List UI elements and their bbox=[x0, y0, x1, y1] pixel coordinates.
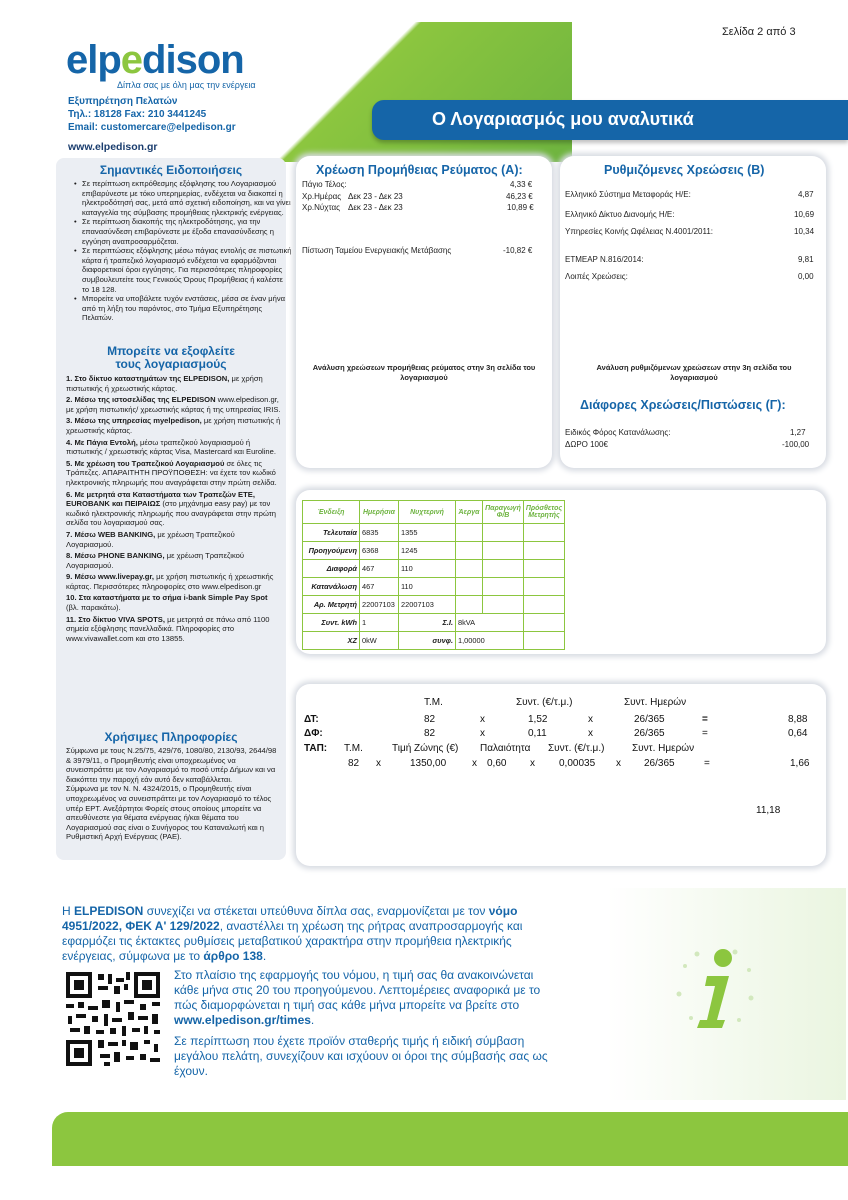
supply-amount: 4,33 € bbox=[510, 180, 533, 189]
dt-days: 26/365 bbox=[634, 714, 665, 725]
regulated-amount: 0,00 bbox=[798, 272, 814, 281]
df-total: 0,64 bbox=[788, 728, 808, 739]
regulated-amount: 10,34 bbox=[794, 227, 815, 236]
empty-cell bbox=[456, 560, 483, 578]
empty-cell bbox=[483, 524, 524, 542]
calc-header: Συντ. Ημερών bbox=[624, 697, 687, 708]
regulated-amount: 4,87 bbox=[798, 190, 814, 199]
empty-cell bbox=[524, 578, 565, 596]
supply-period: Δεκ 23 - Δεκ 23 bbox=[348, 203, 403, 212]
row-label: ΧΖ bbox=[303, 632, 360, 650]
equals-sign: = bbox=[702, 714, 708, 725]
tap-tm: 82 bbox=[348, 758, 360, 769]
supply-amount: 10,89 € bbox=[507, 203, 534, 212]
contact-phone: Τηλ.: 18128 Fax: 210 3441245 bbox=[68, 109, 207, 120]
power-factor: 1,00000 bbox=[456, 632, 524, 650]
notice-item: • Σε περίπτωση διακοπής της ηλεκτροδότησης, για την επανασύνδεση επιβαρύνεστε με έξοδα επανασύνδεσης η εγγύηση αναπροσαρμόζεται. bbox=[82, 217, 292, 246]
supply-charges-title: Χρέωση Προμήθειας Ρεύματος (Α): bbox=[316, 163, 523, 177]
times-sign: x bbox=[376, 758, 381, 769]
payment-title: Μπορείτε να εξοφλείτε τους λογαριασμούς bbox=[107, 344, 235, 371]
empty-cell bbox=[456, 542, 483, 560]
xz-value: 0kW bbox=[360, 632, 399, 650]
calc-header: Τ.Μ. bbox=[424, 697, 443, 708]
page-title-bar bbox=[372, 100, 848, 140]
empty-cell bbox=[524, 596, 565, 614]
table-row bbox=[303, 524, 565, 542]
regulated-analysis-note: Ανάλυση ρυθμιζόμενων χρεώσεων στην 3η σελίδα του λογαριασμού bbox=[596, 363, 792, 382]
regulated-amount: 9,81 bbox=[798, 255, 814, 264]
tap-header: Τ.Μ. bbox=[344, 743, 363, 754]
table-row bbox=[303, 542, 565, 560]
row-label: Αρ. Μετρητή bbox=[303, 596, 360, 614]
supply-capacity: 8kVA bbox=[456, 614, 524, 632]
empty-cell bbox=[524, 614, 565, 632]
regulated-amount: 10,69 bbox=[794, 210, 815, 219]
empty-cell bbox=[456, 596, 483, 614]
day-reading: 467 bbox=[360, 560, 399, 578]
notice-item: • Σε περιπτώσεις εξόφλησης μέσω πάγιας εντολής σε πιστωτική κάρτα ή τραπεζικό λογαριασμό ενδέχεται να εφαρμόζονται διαφορετικοί όροι εγγύησης. Για περισσότερες πληροφορίες συμβουλευτείτε τους Γενικούς Όρους Προμήθειας ή καλέστε το 18 128. bbox=[82, 246, 292, 294]
times-sign: x bbox=[472, 758, 477, 769]
night-meter-no: 22007103 bbox=[399, 596, 456, 614]
law-price-paragraph: Στο πλαίσιο της εφαρμογής του νόμου, η τιμή σας θα ανακοινώνεται κάθε μήνα στις 20 του προηγούμενου. Λεπτομέρειες αναφορικά με το πώς διαμορφώνεται η τιμή σας κάθε μήνα μπορείτε να βρείτε στο www.elpedison.gr/times. bbox=[174, 968, 541, 1027]
empty-cell bbox=[524, 542, 565, 560]
logo-slogan: Δίπλα σας με όλη μας την ενέργεια bbox=[117, 80, 256, 90]
df-coef: 0,11 bbox=[528, 728, 547, 739]
dt-total: 8,88 bbox=[788, 714, 808, 725]
supply-label: Πάγιο Τέλος: bbox=[302, 180, 347, 189]
day-meter-no: 22007103 bbox=[360, 596, 399, 614]
useful-info bbox=[66, 746, 280, 842]
elpedison-logo: elpedison bbox=[66, 38, 244, 82]
supply-period: Δεκ 23 - Δεκ 23 bbox=[348, 192, 403, 201]
times-sign: x bbox=[616, 758, 621, 769]
supply-analysis-note: Ανάλυση χρεώσεων προμήθειας ρεύματος στην 3η σελίδα του λογαριασμού bbox=[312, 363, 536, 382]
night-reading: 110 bbox=[399, 578, 456, 596]
page-title: Ο Λογαριασμός μου αναλυτικά bbox=[432, 109, 694, 129]
tem-credit-label: Πίστωση Ταμείου Ενεργειακής Μετάβασης bbox=[302, 246, 452, 255]
tap-days: 26/365 bbox=[644, 758, 675, 769]
day-reading: 467 bbox=[360, 578, 399, 596]
tap-zone-price: 1350,00 bbox=[410, 758, 447, 769]
column-header: Άεργα bbox=[456, 501, 483, 524]
notice-item: • Σε περίπτωση εκπρόθεσμης εξόφλησης του Λογαριασμού επιβαρύνεστε με τόκο υπερημερίας, ενδέχεται να διακοπεί η ηλεκτροδότησή σας, μετά από σχετική ειδοποίηση, και να γίνει καταγγελία της σύμβασης προμήθειας ηλεκτρικής ενέργειας. bbox=[82, 179, 292, 217]
payment-method: 11. Στο δίκτυο VIVA SPOTS, με μετρητά σε πάνω από 1100 σημεία εξόφλησης πανελλαδικά. Πληροφορίες στο www.vivawallet.com και στο 13855. bbox=[66, 614, 270, 643]
row-label: Προηγούμενη bbox=[303, 542, 360, 560]
empty-cell bbox=[483, 542, 524, 560]
df-days: 26/365 bbox=[634, 728, 665, 739]
meter-readings-table bbox=[302, 500, 565, 650]
useful-paragraph: Σύμφωνα με τους Ν.25/75, 429/76, 1080/80, 2130/93, 2644/98 & 3979/11, ο Προμηθευτής είναι υποχρεωμένος να συνεισπράττει με τον Λογαριασμό το ποσό υπέρ Δήμων και να διακόπτει την παροχή εάν αυτό δεν καταβάλλεται. bbox=[66, 746, 277, 784]
notices-title: Σημαντικές Ειδοποιήσεις bbox=[99, 163, 243, 177]
column-header: Ένδειξη bbox=[303, 501, 360, 524]
empty-cell bbox=[524, 632, 565, 650]
table-row bbox=[303, 578, 565, 596]
other-label: ΔΩΡΟ 100€ bbox=[565, 440, 608, 449]
row-label: Διαφορά bbox=[303, 560, 360, 578]
page-number: Σελίδα 2 από 3 bbox=[722, 26, 796, 38]
regulated-label: Ελληνικό Σύστημα Μεταφοράς Η/Ε: bbox=[565, 190, 691, 199]
law-info-paragraph: Η ELPEDISON συνεχίζει να στέκεται υπεύθυνα δίπλα σας, εναρμονίζεται με τον νόμο 4951/2022, ΦΕΚ Α' 129/2022, αναστέλλει τη χρέωση της ρήτρας αναπροσαρμογής και εφαρμόζει τις έκτακτες ρυθμίσεις μεταβατικού χαρακτήρα στην προμήθεια ηλεκτρικής ενέργειας, σύμφωνα με το άρθρο 138. bbox=[62, 904, 523, 963]
empty-cell bbox=[483, 560, 524, 578]
times-sign: x bbox=[588, 728, 593, 739]
kwh-factor: 1 bbox=[360, 614, 399, 632]
tap-header: Συντ. Ημερών bbox=[632, 743, 695, 754]
payment-method: 9. Μέσω www.livepay.gr, με χρήση πιστωτικής ή χρεωστικής κάρτας. Περισσότερες πληροφορίες στο www.elpedison.gr bbox=[66, 572, 274, 591]
dt-label: ΔΤ: bbox=[304, 714, 319, 725]
times-link[interactable]: www.elpedison.gr/times bbox=[174, 1013, 311, 1027]
payment-method: 4. Με Πάγια Εντολή, μέσω τραπεζικού λογαριασμού ή πιστωτικής / χρεωστικής κάρτας Visa, Mastercard και Euroline. bbox=[66, 437, 276, 457]
payment-method: 6. Με μετρητά στα Καταστήματα των Τραπεζών ΕΤΕ, EUROBANK και ΠΕΙΡΑΙΩΣ (στο μηχάνημα easy pay) με τον κωδικό ηλεκτρονικής πληρωμής που αναγράφεται στην πρώτη σελίδα του λογαριασμού σας. bbox=[66, 489, 276, 528]
payment-method: 1. Στο δίκτυο καταστημάτων της ELPEDISON, με χρήση πιστωτικής ή χρεωστικής κάρτας. bbox=[66, 374, 263, 393]
table-header-row bbox=[303, 501, 565, 524]
supply-amount: 46,23 € bbox=[506, 192, 533, 201]
regulated-charges-panel bbox=[560, 156, 826, 468]
tem-credit-amount: -10,82 € bbox=[503, 246, 533, 255]
payment-method: 8. Μέσω PHONE BANKING, με χρέωση Τραπεζικού Λογαριασμού. bbox=[66, 551, 245, 570]
municipal-charges-panel bbox=[296, 684, 826, 866]
times-sign: x bbox=[588, 714, 593, 725]
other-label: Ειδικός Φόρος Κατανάλωσης: bbox=[565, 428, 671, 437]
empty-cell bbox=[524, 524, 565, 542]
website-link[interactable]: www.elpedison.gr bbox=[68, 141, 158, 153]
notices-list bbox=[72, 179, 292, 323]
equals-sign: = bbox=[702, 728, 708, 739]
row-label: συνφ. bbox=[399, 632, 456, 650]
payment-method: 2. Μέσω της ιστοσελίδας της ELPEDISON www.elpedison.gr, με χρήση πιστωτικής/ χρεωστικής κάρτας ή της υπηρεσίας IRIS. bbox=[66, 395, 281, 414]
empty-cell bbox=[456, 524, 483, 542]
table-row bbox=[303, 560, 565, 578]
row-label: Κατανάλωση bbox=[303, 578, 360, 596]
column-header: Ημερήσια bbox=[360, 501, 399, 524]
useful-title: Χρήσιμες Πληροφορίες bbox=[104, 730, 238, 744]
column-header: Παραγωγή Φ/Β bbox=[483, 501, 524, 524]
tap-header: Τιμή Ζώνης (€) bbox=[392, 743, 459, 754]
day-reading: 6368 bbox=[360, 542, 399, 560]
info-icon bbox=[665, 936, 765, 1036]
contact-email[interactable]: Email: customercare@elpedison.gr bbox=[68, 122, 236, 133]
footer-green-band bbox=[52, 1112, 848, 1166]
empty-cell bbox=[483, 578, 524, 596]
regulated-label: Υπηρεσίες Κοινής Ωφέλειας Ν.4001/2011: bbox=[565, 227, 713, 236]
row-label: Σ.Ι. bbox=[399, 614, 456, 632]
qr-code-icon[interactable] bbox=[64, 970, 162, 1068]
column-header: Νυχτερινή bbox=[399, 501, 456, 524]
supply-label: Χρ.Ημέρας bbox=[302, 192, 342, 201]
payment-method: 3. Μέσω της υπηρεσίας myelpedison, με χρήση πιστωτικής ή χρεωστικής κάρτας. bbox=[66, 416, 281, 435]
useful-paragraph: Σύμφωνα με τον Ν. Ν. 4324/2015, ο Προμηθευτής είναι υποχρεωμένος να συνεισπράττει με τον Λογαριασμό το τέλος υπέρ ΕΡΤ. Ανεξάρτητοι Φορείς στους οποίους μπορείτε να απευθύνεστε για θέματα ενέργειας ή/και θέματα του Λογαριασμού σας είναι ο Συνήγορος του Καταναλωτή και η Ρυθμιστική Αρχή Ενέργειας (ΡΑΕ). bbox=[66, 784, 272, 842]
times-sign: x bbox=[480, 728, 485, 739]
table-row bbox=[303, 614, 565, 632]
day-reading: 6835 bbox=[360, 524, 399, 542]
equals-sign: = bbox=[704, 758, 710, 769]
df-label: ΔΦ: bbox=[304, 728, 323, 739]
night-reading: 110 bbox=[399, 560, 456, 578]
dt-tm: 82 bbox=[424, 714, 436, 725]
table-row bbox=[303, 596, 565, 614]
municipal-sum: 11,18 bbox=[756, 805, 781, 816]
tap-header: Παλαιότητα bbox=[480, 743, 531, 754]
row-label: Τελευταία bbox=[303, 524, 360, 542]
other-amount: 1,27 bbox=[790, 428, 806, 437]
calc-header: Συντ. (€/τ.μ.) bbox=[516, 697, 573, 708]
other-charges-title: Διάφορες Χρεώσεις/Πιστώσεις (Γ): bbox=[580, 398, 786, 412]
night-reading: 1245 bbox=[399, 542, 456, 560]
contact-title: Εξυπηρέτηση Πελατών bbox=[68, 96, 178, 107]
empty-cell bbox=[483, 596, 524, 614]
tap-age: 0,60 bbox=[487, 758, 507, 769]
regulated-label: ΕΤΜΕΑΡ Ν.816/2014: bbox=[565, 255, 644, 264]
payment-method: 5. Με χρέωση του Τραπεζικού Λογαριασμού σε όλες τις Τράπεζες. ΑΠΑΡΑΙΤΗΤΗ ΠΡΟΫΠΟΘΕΣΗ: να έχετε τον κωδικό ηλεκτρονικής πληρωμής που αναγράφεται στην πρώτη σελίδα. bbox=[66, 458, 277, 487]
regulated-charges-title: Ρυθμιζόμενες Χρεώσεις (Β) bbox=[604, 163, 765, 177]
payment-methods-list bbox=[66, 374, 282, 645]
tap-label: ΤΑΠ: bbox=[304, 743, 328, 754]
fixed-price-paragraph: Σε περίπτωση που έχετε προϊόν σταθερής τιμής ή ειδική σύμβαση μεγάλου πελάτη, συνεχίζουν και ισχύουν οι όροι της σύμβασής σας ως έχουν. bbox=[174, 1034, 548, 1078]
df-tm: 82 bbox=[424, 728, 436, 739]
supply-label: Χρ.Νύχτας bbox=[302, 203, 340, 212]
payment-method: 10. Στα καταστήματα με το σήμα i-bank Simple Pay Spot (βλ. παρακάτω). bbox=[66, 593, 268, 613]
payment-method: 7. Μέσω WEB BANKING, με χρέωση Τραπεζικού Λογαριασμού. bbox=[66, 529, 235, 549]
dt-coef: 1,52 bbox=[528, 714, 548, 725]
tap-header: Συντ. (€/τ.μ.) bbox=[548, 743, 605, 754]
customer-contact bbox=[68, 95, 236, 134]
times-sign: x bbox=[480, 714, 485, 725]
tap-total: 1,66 bbox=[790, 758, 810, 769]
notice-item: • Μπορείτε να υποβάλετε τυχόν ενστάσεις, μέσα σε έναν μήνα από τη λήξη του παρόντος, στο Τμήμα Εξυπηρέτησης Πελατών. bbox=[82, 294, 292, 323]
regulated-label: Ελληνικό Δίκτυο Διανομής Η/Ε: bbox=[565, 210, 675, 219]
table-row bbox=[303, 632, 565, 650]
night-reading: 1355 bbox=[399, 524, 456, 542]
regulated-label: Λοιπές Χρεώσεις: bbox=[565, 272, 628, 281]
other-amount: -100,00 bbox=[782, 440, 810, 449]
tap-coef: 0,00035 bbox=[559, 758, 596, 769]
empty-cell bbox=[524, 560, 565, 578]
times-sign: x bbox=[530, 758, 535, 769]
column-header: Πρόσθετος Μετρητής bbox=[524, 501, 565, 524]
row-label: Συντ. kWh bbox=[303, 614, 360, 632]
empty-cell bbox=[456, 578, 483, 596]
